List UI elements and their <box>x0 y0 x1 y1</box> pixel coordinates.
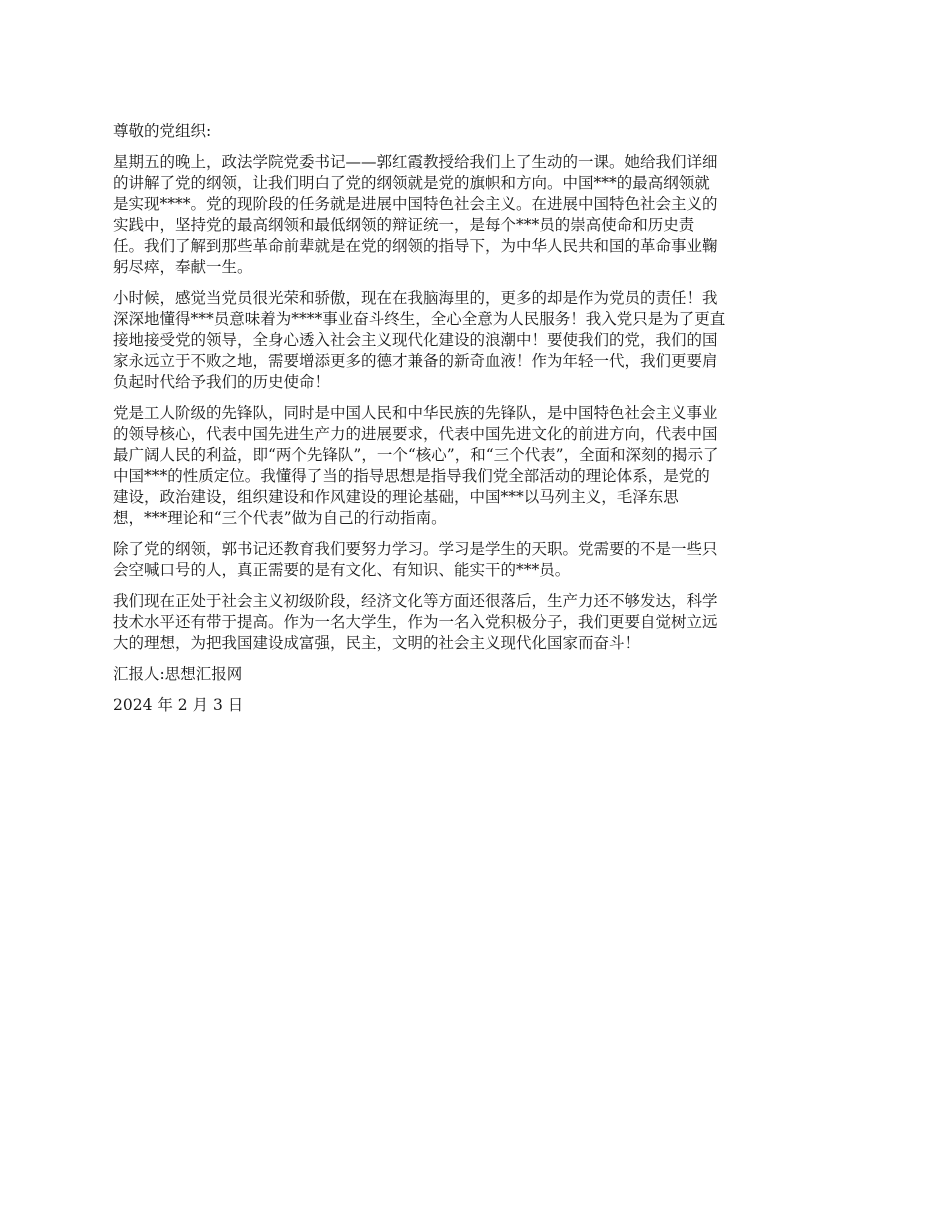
document-body <box>113 121 840 716</box>
paragraph-3 <box>113 403 840 529</box>
paragraph-5 <box>113 591 840 654</box>
paragraph-line: 深深地懂得***员意味着为****事业奋斗终生，全心全意为人民服务！我入党只是为了更直 <box>113 310 726 328</box>
paragraph-line: 技术水平还有带于提高。作为一名大学生，作为一名入党积极分子，我们更要自觉树立远 <box>113 613 718 631</box>
paragraph-line: 的领导核心，代表中国先进生产力的进展要求，代表中国先进文化的前进方向，代表中国 <box>113 425 718 443</box>
paragraph-line: 接地接受党的领导，全身心透入社会主义现代化建设的浪潮中！要使我们的党，我们的国 <box>113 331 718 349</box>
paragraph-line: 星期五的晚上，政法学院党委书记——郭红霞教授给我们上了生动的一课。她给我们详细 <box>113 153 718 171</box>
paragraph-line: 我们现在正处于社会主义初级阶段，经济文化等方面还很落后，生产力还不够发达，科学 <box>113 592 718 610</box>
paragraph-line: 任。我们了解到那些革命前辈就是在党的纲领的指导下，为中华人民共和国的革命事业鞠 <box>113 237 718 255</box>
paragraph-line: 最广阔人民的利益，即“两个先锋队”，一个“核心”，和“三个代表”，全面和深刻的揭示了 <box>113 446 719 464</box>
paragraph-4 <box>113 539 840 581</box>
paragraph-line: 党是工人阶级的先锋队，同时是中国人民和中华民族的先锋队，是中国特色社会主义事业 <box>113 404 718 422</box>
paragraph-line: 除了党的纲领，郭书记还教育我们要努力学习。学习是学生的天职。党需要的不是一些只 <box>113 540 718 558</box>
paragraph-2 <box>113 288 840 393</box>
paragraph-1 <box>113 152 840 278</box>
greeting: 尊敬的党组织: <box>113 122 212 140</box>
paragraph-line: 大的理想，为把我国建设成富强，民主，文明的社会主义现代化国家而奋斗！ <box>113 634 641 652</box>
paragraph-line: 是实现****。党的现阶段的任务就是进展中国特色社会主义。在进展中国特色社会主义的 <box>113 195 718 213</box>
paragraph-line: 实践中，坚持党的最高纲领和最低纲领的辩证统一，是每个***员的崇高使命和历史责 <box>113 216 695 234</box>
paragraph-line: 躬尽瘁，奉献一生。 <box>113 258 253 276</box>
paragraph-line: 的讲解了党的纲领，让我们明白了党的纲领就是党的旗帜和方向。中国***的最高纲领就 <box>113 174 710 192</box>
paragraph-line: 想，***理论和“三个代表”做为自己的行动指南。 <box>113 509 447 527</box>
paragraph-line: 建设，政治建设，组织建设和作风建设的理论基础，中国***以马列主义，毛泽东思 <box>113 488 679 506</box>
paragraph-line: 会空喊口号的人，真正需要的是有文化、有知识、能实干的***员。 <box>113 561 571 579</box>
paragraph-line: 中国***的性质定位。我懂得了当的指导思想是指导我们党全部活动的理论体系，是党的 <box>113 467 710 485</box>
signer: 汇报人:思想汇报网 <box>113 665 243 683</box>
paragraph-line: 小时候，感觉当党员很光荣和骄傲，现在在我脑海里的，更多的却是作为党员的责任！我 <box>113 289 718 307</box>
paragraph-line: 家永远立于不败之地，需要增添更多的德才兼备的新奇血液！作为年轻一代，我们更要肩 <box>113 352 718 370</box>
date: 2024 年 2 月 3 日 <box>113 696 244 714</box>
paragraph-line: 负起时代给予我们的历史使命！ <box>113 373 331 391</box>
